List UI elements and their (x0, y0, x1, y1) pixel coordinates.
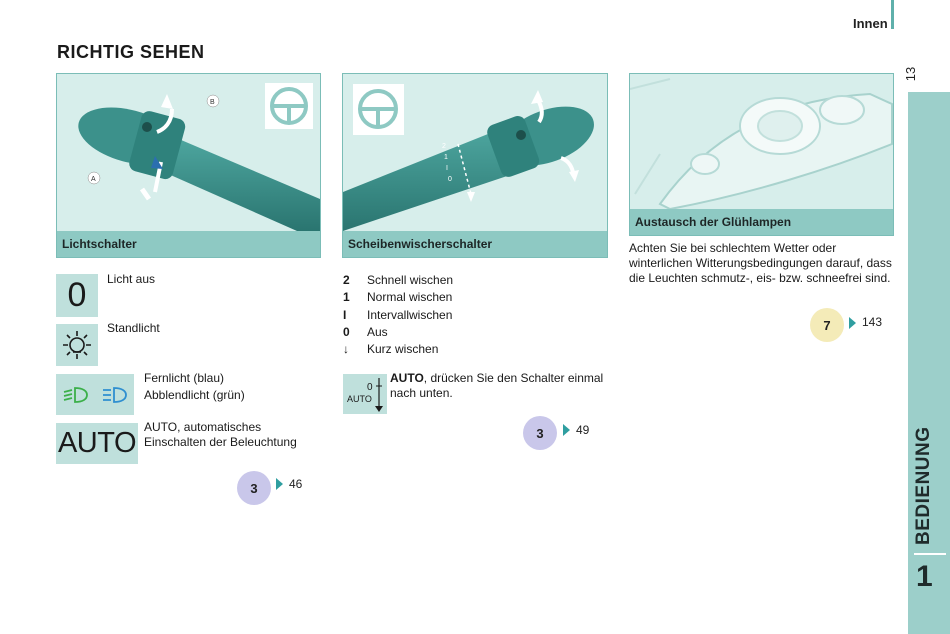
section-label: Innen (853, 16, 888, 31)
low-beam-icon (61, 385, 91, 405)
wiper-row: 1 Normal wischen (343, 290, 453, 304)
sidelight-icon (56, 324, 98, 366)
light-off-icon: 0 (56, 274, 98, 317)
header-divider (891, 0, 894, 29)
light-ref-badge[interactable]: 3 (237, 471, 271, 505)
badge-b: B (210, 99, 215, 106)
light-off-label: Licht aus (107, 272, 156, 286)
page-number: 13 (903, 66, 918, 82)
bulbs-line3: die Leuchten schmutz-, eis- bzw. schneefrei sind. (629, 271, 891, 285)
wiper-row: I Intervallwischen (343, 308, 453, 322)
auto-wiper-icon: 0 AUTO (343, 374, 387, 414)
wiper-ref-badge[interactable]: 3 (523, 416, 557, 450)
wiper-scale-2: 2 (442, 143, 446, 150)
wiper-row: 0 Aus (343, 325, 388, 339)
bulbs-ref-badge[interactable]: 7 (810, 308, 844, 342)
light-switch-caption: Lichtschalter (57, 231, 320, 257)
wiper-switch-illustration (343, 74, 607, 231)
high-beam-label: Fernlicht (blau) (144, 371, 225, 385)
sidelight-label: Standlicht (107, 321, 160, 335)
wiper-row: 2 Schnell wischen (343, 273, 454, 287)
wiper-scale-1: 1 (444, 154, 448, 161)
short-wipe-arrow-icon: ↓ (343, 342, 349, 356)
wiper-scale-0: 0 (448, 176, 452, 183)
bulbs-line1: Achten Sie bei schlechtem Wetter oder (629, 241, 837, 255)
wiper-ref-arrow-icon (563, 424, 570, 436)
bulbs-ref-page[interactable]: 143 (862, 315, 883, 329)
wiper-switch-panel (342, 73, 608, 258)
wiper-ref-page[interactable]: 49 (576, 423, 590, 437)
auto-light-line1: AUTO, automatisches (144, 420, 262, 434)
bulbs-ref-arrow-icon (849, 317, 856, 329)
bulbs-caption: Austausch der Glühlampen (630, 209, 893, 235)
chapter-name: BEDIENUNG (913, 426, 934, 545)
chapter-divider (914, 553, 946, 555)
auto-light-line2: Einschalten der Beleuchtung (144, 435, 297, 449)
auto-wiper-text: AUTO, drücken Sie den Schalter einmal nach unten. (390, 371, 604, 400)
beam-icons (56, 374, 134, 415)
high-beam-icon (100, 385, 130, 405)
wiper-scale-i: I (446, 165, 448, 172)
light-ref-page[interactable]: 46 (289, 477, 303, 491)
light-ref-arrow-icon (276, 478, 283, 490)
light-switch-panel (56, 73, 321, 258)
chapter-number: 1 (916, 560, 933, 593)
bulbs-panel (629, 73, 894, 236)
wiper-switch-caption: Scheibenwischerschalter (343, 231, 607, 257)
light-switch-illustration (57, 74, 320, 231)
low-beam-label: Abblendlicht (grün) (144, 388, 245, 402)
headlamp-illustration (630, 74, 893, 209)
auto-light-icon: AUTO (56, 423, 138, 464)
wiper-row: ↓ Kurz wischen (343, 342, 439, 356)
bulbs-line2: winterlichen Witterungsbedingungen darauf, dass (629, 256, 892, 270)
page-title: RICHTIG SEHEN (57, 42, 205, 62)
badge-a: A (91, 176, 96, 183)
